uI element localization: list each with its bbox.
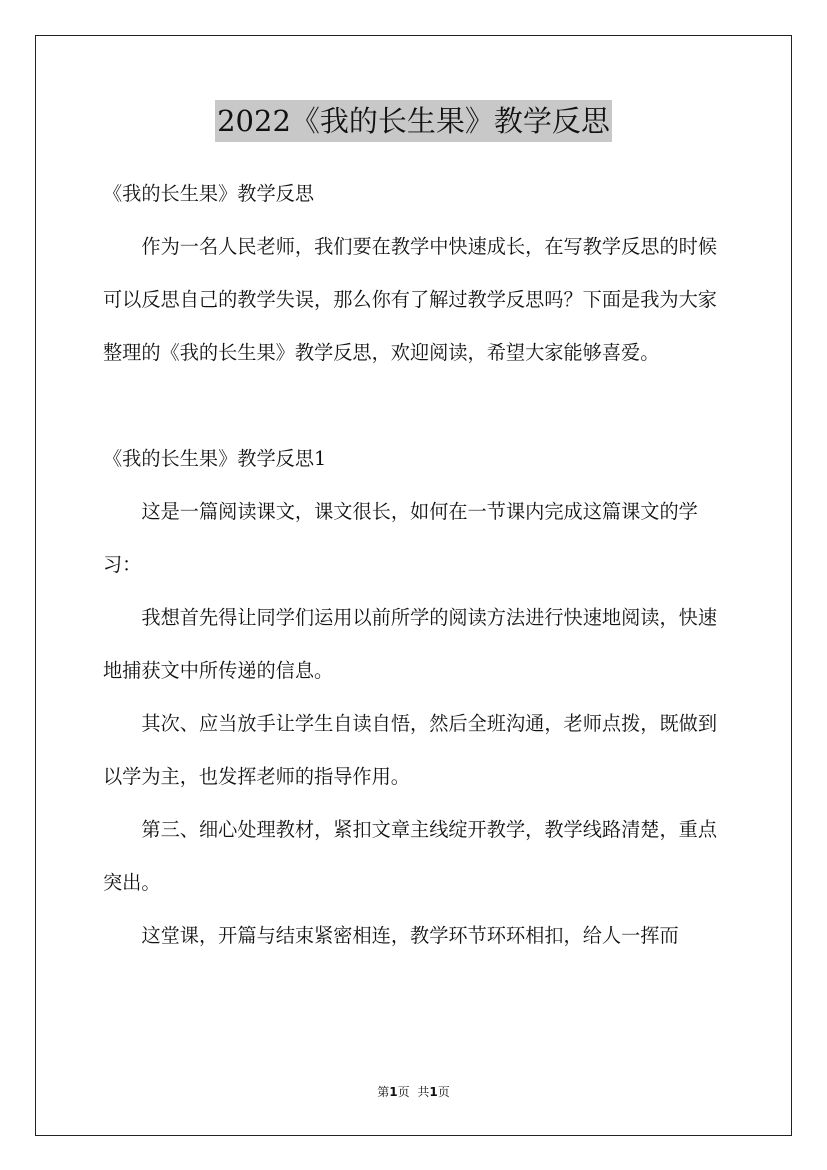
intro-paragraph: 作为一名人民老师，我们要在教学中快速成长，在写教学反思的时候可以反思自己的教学失误，那么你有了解过教学反思吗？下面是我为大家整理的《我的长生果》教学反思，欢迎阅读，希望大家能够喜爱。 [103, 235, 718, 364]
total-pages: 1 [429, 1085, 438, 1099]
page-suffix: 页 [397, 1085, 410, 1099]
total-prefix: 共 [417, 1085, 430, 1099]
document-title: 2022《我的长生果》教学反思 [215, 100, 612, 142]
title-container [0, 100, 827, 142]
body-paragraph: 这是一篇阅读课文，课文很长，如何在一节课内完成这篇课文的学习： [103, 500, 698, 576]
document-body [103, 167, 727, 962]
total-suffix: 页 [437, 1085, 450, 1099]
body-paragraph: 这堂课，开篇与结束紧密相连，教学环节环环相扣，给人一挥而 [141, 924, 679, 947]
body-paragraph: 我想首先得让同学们运用以前所学的阅读方法进行快速地阅读，快速地捕获文中所传递的信息。 [103, 606, 718, 682]
page-prefix: 第 [377, 1085, 390, 1099]
body-paragraph: 其次、应当放手让学生自读自悟，然后全班沟通，老师点拨，既做到以学为主，也发挥老师的指导作用。 [103, 712, 718, 788]
section-heading: 《我的长生果》教学反思1 [103, 447, 327, 470]
page-footer [0, 1083, 827, 1101]
document-subtitle: 《我的长生果》教学反思 [103, 182, 315, 205]
page-number: 1 [389, 1085, 398, 1099]
body-paragraph: 第三、细心处理教材，紧扣文章主线绽开教学，教学线路清楚，重点突出。 [103, 818, 718, 894]
